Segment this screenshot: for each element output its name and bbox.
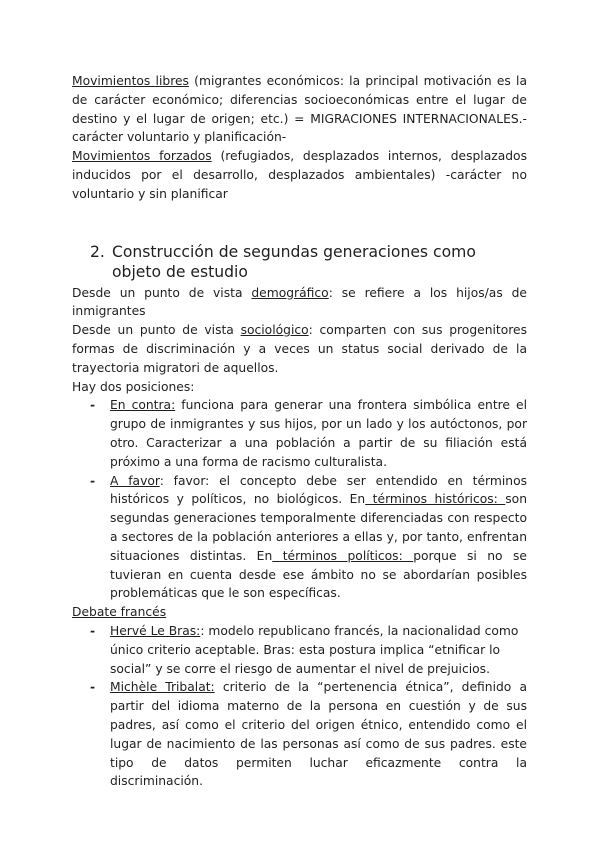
list-item-le-bras [90,622,527,678]
debate-list [72,622,527,791]
le-bras-text: : modelo republicano francés, la nacionalidad como único criterio aceptable. Bras: esta postura implica “etnificar lo social” y se corre el riesgo de aumentar el nivel de prejuicios. [110,623,519,676]
list-item-a-favor [90,472,527,604]
document-page [72,72,527,791]
paragraph-movimientos-forzados [72,147,527,203]
movimientos-libres-text: (migrantes económicos: la principal motivación es la de carácter económico; diferencias socioeconómicas entre el lugar de destino y el lugar de origen; etc.) = MIGRACIONES INTERNACIONALES.- carácter voluntario y planificación- [72,74,527,145]
paragraph-posiciones: Hay dos posiciones: [72,379,195,394]
a-favor-text-2: son segundas generaciones temporalmente diferenciadas con respecto a sectores de la población anteriores a ellas y, por tanto, enfrentan situaciones distintas. En [110,492,527,563]
list-item-text [110,472,527,604]
demo-post: : se refiere a los hijos/as de inmigrantes [72,285,527,319]
list-item-text [110,396,527,471]
paragraph-movimientos-libres [72,72,527,147]
demografico-term: demográfico [251,285,329,300]
movimientos-forzados-text: (refugiados, desplazados internos, desplazados inducidos por el desarrollo, desplazados ambientales) -carácter no voluntario y sin planificar [72,149,527,201]
a-favor-label: A favor [110,473,160,488]
movimientos-forzados-label: Movimientos forzados [72,149,212,164]
section-number: 2. [90,242,105,261]
socio-post: : comparten con sus progenitores formas de discriminación y a veces un status social derivado de la trayectoria migratori de aquellos. [72,323,528,375]
movimientos-libres-label: Movimientos libres [72,74,189,88]
list-item-tribalat [90,678,527,791]
a-favor-text-3: porque si no se tuvieran en cuenta desde ese ámbito no se abordarían posibles problemáticas que le son específicas. [110,548,527,601]
list-item-text [110,678,527,791]
bullet-dash: - [90,398,96,413]
bullet-dash: - [90,473,96,488]
list-item-en-contra [90,396,527,471]
paragraph-sociologico [72,321,527,377]
tribalat-label: Michèle Tribalat: [110,680,215,695]
en-contra-label: En contra: [110,398,176,413]
le-bras-label: Hervé Le Bras: [110,623,201,638]
demo-pre: Desde un punto de vista [72,285,252,300]
list-item-text [110,622,527,678]
sociologico-term: sociológico [240,323,309,338]
socio-pre: Desde un punto de vista [72,323,241,338]
paragraph-demografico [72,284,527,322]
terminos-historicos: términos históricos: [365,492,506,507]
section-heading [90,242,527,282]
en-contra-text: funciona para generar una frontera simbólica entre el grupo de inmigrantes y sus hijos, por un lado y los autóctonos, por otro. Caracterizar a una población a partir de su filiación está próximo a una forma de racismo culturalista. [110,398,527,469]
terminos-politicos: términos políticos: [272,548,414,563]
section-title: Construcción de segundas generaciones como objeto de estudio [112,242,476,281]
debate-frances-title: Debate francés [72,605,167,620]
bullet-dash: - [90,680,96,695]
bullet-dash: - [90,623,96,638]
a-favor-text-1: : favor: el concepto debe ser entendido en términos históricos y políticos, no biológicos. En [110,473,527,507]
posiciones-list [72,396,527,603]
tribalat-text: criterio de la “pertenencia étnica”, definido a partir del idioma materno de la persona en cuestión y de sus padres, así como el criterio del origen étnico, entendido como el lugar de nacimiento de las personas así como de sus padres. este tipo de datos permiten luchar eficazmente contra la discriminación. [110,680,527,789]
